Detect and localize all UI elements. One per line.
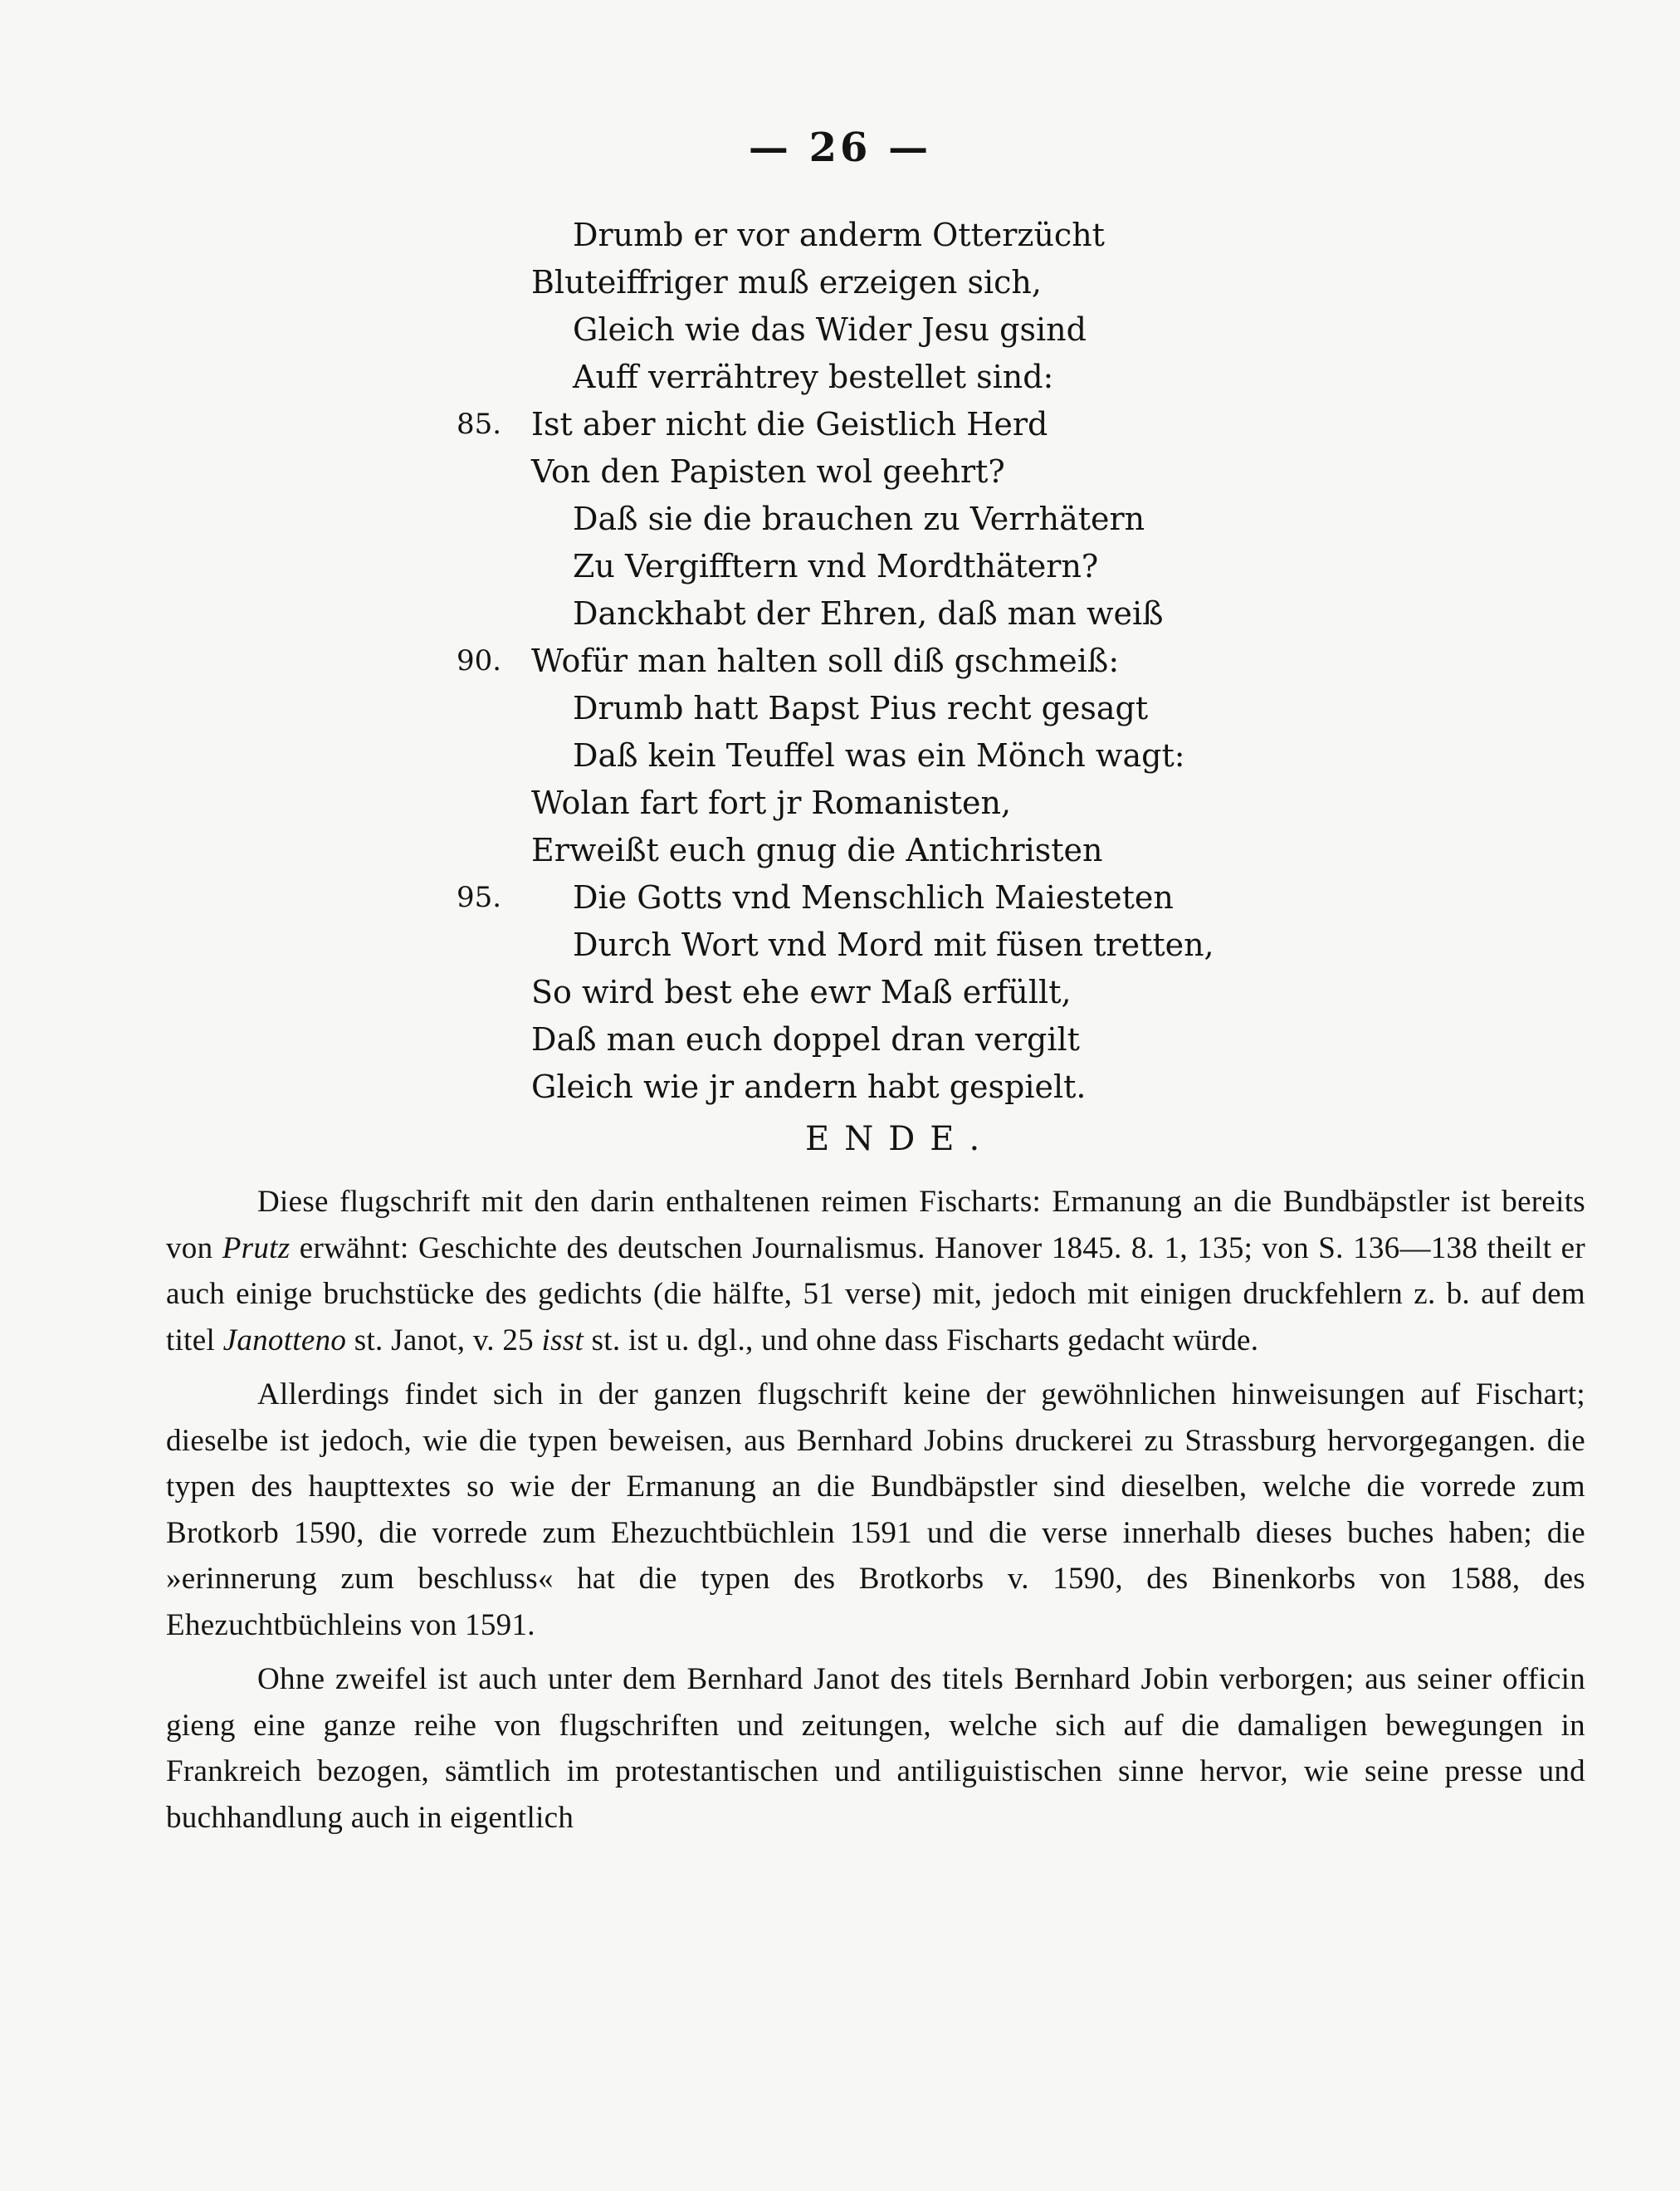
poem-end-marker: ENDE. bbox=[805, 1120, 995, 1158]
paragraph-1-text-c: erwähnt: Geschichte des deutschen Journalismus. Hanover 1845. 8. 1, 135; von S. 136—138 theilt er auch einige bruchstücke des gedichts (die hälfte, 51 verse) mit, jedoch mit einigen druckfehlern z. b. auf dem titel bbox=[166, 1230, 1586, 1357]
verse-line bbox=[531, 969, 1361, 1016]
misprint-isst: isst bbox=[541, 1323, 584, 1357]
verse-line bbox=[531, 259, 1361, 306]
verse-text: Danckhabt der Ehren, daß man weiß bbox=[573, 595, 1164, 632]
verse-text: Auff verrähtrey bestellet sind: bbox=[573, 359, 1054, 395]
verse-line bbox=[457, 874, 1361, 922]
paragraph-1-text-e: st. Janot, v. 25 bbox=[346, 1323, 542, 1357]
verse-text: Drumb hatt Bapst Pius recht gesagt bbox=[573, 690, 1149, 726]
poem-block bbox=[457, 212, 1361, 1164]
verse-line bbox=[531, 448, 1361, 496]
verse-line bbox=[531, 306, 1361, 354]
verse-line-number: 85. bbox=[457, 408, 502, 441]
verse-line bbox=[531, 1064, 1361, 1111]
verse-line bbox=[531, 354, 1361, 401]
verse-text: Daß man euch doppel dran vergilt bbox=[531, 1021, 1080, 1058]
verse-line-number: 90. bbox=[457, 644, 502, 677]
verse-text: Wolan fart fort jr Romanisten, bbox=[531, 785, 1012, 821]
page-number: — 26 — bbox=[748, 125, 932, 171]
paragraph-1-text-a: Diese flugschrift mit den darin enthaltenen reimen Fischarts: Ermanung an die Bundbäpstler ist bereits von bbox=[166, 1185, 1585, 1265]
verse-line bbox=[531, 543, 1361, 590]
verse-text: Von den Papisten wol geehrt? bbox=[531, 453, 1005, 490]
verse-text: Drumb er vor anderm Otterzücht bbox=[573, 217, 1105, 253]
verse-text: Bluteiffriger muß erzeigen sich, bbox=[531, 264, 1042, 301]
verse-text: Gleich wie jr andern habt gespielt. bbox=[531, 1069, 1087, 1105]
verse-text: Gleich wie das Wider Jesu gsind bbox=[573, 311, 1087, 348]
verse-line bbox=[531, 780, 1361, 827]
verse-text: So wird best ehe ewr Maß erfüllt, bbox=[531, 974, 1072, 1010]
verse-line bbox=[531, 496, 1361, 543]
paragraph-3: Ohne zweifel ist auch unter dem Bernhard Janot des titels Bernhard Jobin verborgen; aus seiner officin gieng eine ganze reihe von flugschriften und zeitungen, welche sich auf die damaligen bewegungen in Frankreich bezogen, sämtlich im protestantischen und antiliguistischen sinne hervor, wie seine presse und buchhandlung auch in eigentlich bbox=[166, 1662, 1585, 1835]
verse-line bbox=[457, 638, 1361, 685]
verse-line bbox=[531, 212, 1361, 259]
verse-line bbox=[531, 827, 1361, 874]
verse-text: Die Gotts vnd Menschlich Maiesteten bbox=[573, 879, 1174, 916]
verse-text: Ist aber nicht die Geistlich Herd bbox=[531, 406, 1048, 443]
paragraph-1 bbox=[166, 1179, 1585, 1363]
verse-text: Daß sie die brauchen zu Verrhätern bbox=[573, 501, 1145, 537]
verse-line bbox=[531, 685, 1361, 732]
paragraph-1-text-g: st. ist u. dgl., und ohne dass Fischarts gedacht würde. bbox=[584, 1323, 1259, 1357]
verse-text: Daß kein Teuffel was ein Mönch wagt: bbox=[573, 737, 1185, 774]
verse-text: Erweißt euch gnug die Antichristen bbox=[531, 832, 1103, 868]
verse-line bbox=[531, 1016, 1361, 1064]
commentary-text bbox=[166, 1179, 1585, 1849]
verse-line bbox=[457, 401, 1361, 448]
verse-text: Durch Wort vnd Mord mit füsen tretten, bbox=[573, 927, 1214, 963]
verse-line bbox=[531, 922, 1361, 969]
author-name-prutz: Prutz bbox=[222, 1230, 291, 1265]
paragraph-2: Allerdings findet sich in der ganzen flugschrift keine der gewöhnlichen hinweisungen auf Fischart; dieselbe ist jedoch, wie die typen beweisen, aus Bernhard Jobins druckerei zu Strassburg hervorgegangen. die typen des haupttextes so wie der Ermanung an die Bundbäpstler sind dieselben, welche die vorrede zum Brotkorb 1590, die vorrede zum Ehezuchtbüchlein 1591 und die verse innerhalb dieses buches haben; die »erinnerung zum beschluss« hat die typen des Brotkorbs v. 1590, des Binenkorbs von 1588, des Ehezuchtbüchleins von 1591. bbox=[166, 1377, 1585, 1642]
verse-line-number: 95. bbox=[457, 881, 502, 914]
misprint-janotteno: Janotteno bbox=[222, 1323, 347, 1357]
verse-line bbox=[531, 590, 1361, 638]
verse-line bbox=[531, 732, 1361, 780]
verse-text: Zu Vergifftern vnd Mordthätern? bbox=[573, 548, 1099, 584]
verse-text: Wofür man halten soll diß gschmeiß: bbox=[531, 643, 1120, 679]
